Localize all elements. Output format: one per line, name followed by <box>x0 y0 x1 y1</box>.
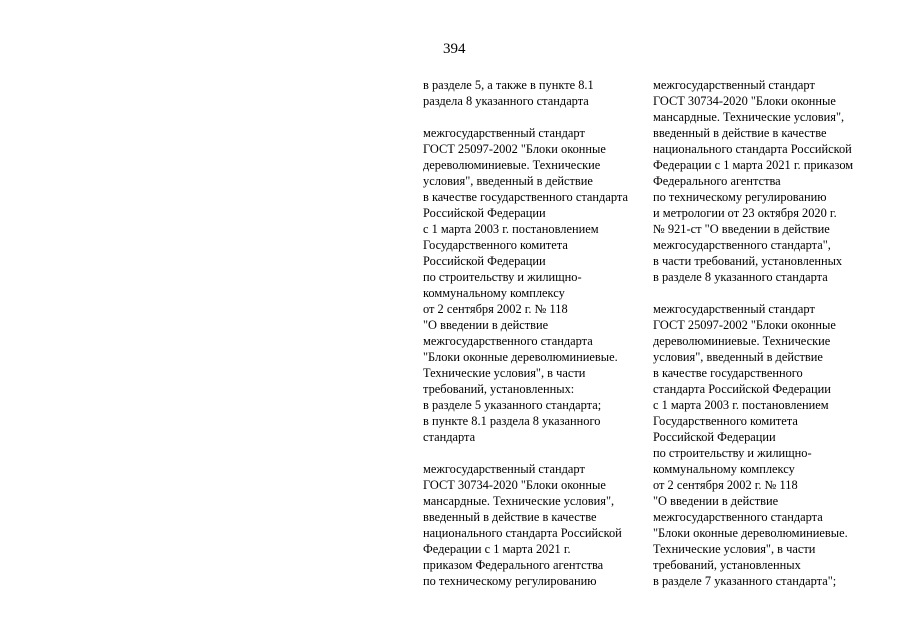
text-line: межгосударственного стандарта <box>423 334 593 348</box>
paragraph <box>653 301 888 589</box>
text-line: условия", введенный в действие <box>423 174 593 188</box>
text-line: "Блоки оконные дереволюминиевые. <box>653 526 848 540</box>
text-line: коммунальному комплексу <box>423 286 565 300</box>
text-line: межгосударственного стандарта <box>653 510 823 524</box>
right-column <box>653 77 888 589</box>
text-line: от 2 сентября 2002 г. № 118 <box>423 302 568 316</box>
text-line: межгосударственный стандарт <box>653 78 815 92</box>
text-line: ГОСТ 30734-2020 "Блоки оконные <box>653 94 836 108</box>
text-line: стандарта <box>423 430 476 444</box>
text-line: дереволюминиевые. Технические <box>423 158 601 172</box>
text-line: межгосударственный стандарт <box>653 302 815 316</box>
text-line: с 1 марта 2003 г. постановлением <box>423 222 599 236</box>
left-column <box>423 77 648 589</box>
text-line: по техническому регулированию <box>423 574 597 588</box>
text-line: № 921-ст "О введении в действие <box>653 222 830 236</box>
text-line: стандарта Российской Федерации <box>653 382 831 396</box>
text-line: национального стандарта Российской <box>653 142 852 156</box>
text-line: по техническому регулированию <box>653 190 827 204</box>
text-line: в качестве государственного стандарта <box>423 190 628 204</box>
text-line: ГОСТ 25097-2002 "Блоки оконные <box>423 142 606 156</box>
text-line: межгосударственного стандарта", <box>653 238 831 252</box>
text-line: приказом Федерального агентства <box>423 558 604 572</box>
text-line: в разделе 7 указанного стандарта"; <box>653 574 837 588</box>
text-line: в качестве государственного <box>653 366 803 380</box>
text-line: "О введении в действие <box>653 494 779 508</box>
text-line: в части требований, установленных <box>653 254 843 268</box>
text-line: в разделе 5, а также в пункте 8.1 <box>423 78 594 92</box>
text-line: введенный в действие в качестве <box>423 510 597 524</box>
text-line: требований, установленных: <box>423 382 575 396</box>
text-line: и метрологии от 23 октября 2020 г. <box>653 206 837 220</box>
text-line: с 1 марта 2003 г. постановлением <box>653 398 829 412</box>
text-line: мансардные. Технические условия", <box>423 494 615 508</box>
text-line: в пункте 8.1 раздела 8 указанного <box>423 414 601 428</box>
text-line: ГОСТ 30734-2020 "Блоки оконные <box>423 478 606 492</box>
text-line: Технические условия", в части <box>653 542 816 556</box>
text-line: Государственного комитета <box>423 238 568 252</box>
text-line: Федерации с 1 марта 2021 г. <box>423 542 571 556</box>
text-line: требований, установленных <box>653 558 801 572</box>
text-line: национального стандарта Российской <box>423 526 622 540</box>
text-line: по строительству и жилищно- <box>423 270 582 284</box>
text-line: по строительству и жилищно- <box>653 446 812 460</box>
text-line: Федерации с 1 марта 2021 г. приказом <box>653 158 854 172</box>
text-line: "О введении в действие <box>423 318 549 332</box>
text-line: Технические условия", в части <box>423 366 586 380</box>
text-line: в разделе 5 указанного стандарта; <box>423 398 602 412</box>
text-line: ГОСТ 25097-2002 "Блоки оконные <box>653 318 836 332</box>
text-line: условия", введенный в действие <box>653 350 823 364</box>
text-line: Российской Федерации <box>423 206 546 220</box>
text-line: введенный в действие в качестве <box>653 126 827 140</box>
text-line: от 2 сентября 2002 г. № 118 <box>653 478 798 492</box>
text-line: мансардные. Технические условия", <box>653 110 845 124</box>
text-line: "Блоки оконные дереволюминиевые. <box>423 350 618 364</box>
text-line: Государственного комитета <box>653 414 798 428</box>
text-line: Российской Федерации <box>423 254 546 268</box>
text-line: межгосударственный стандарт <box>423 126 585 140</box>
paragraph <box>653 77 888 285</box>
paragraph <box>423 77 648 109</box>
text-line: дереволюминиевые. Технические <box>653 334 831 348</box>
paragraph <box>423 461 648 589</box>
text-line: коммунальному комплексу <box>653 462 795 476</box>
text-line: Российской Федерации <box>653 430 776 444</box>
text-line: Федерального агентства <box>653 174 781 188</box>
text-line: в разделе 8 указанного стандарта <box>653 270 828 284</box>
page-number: 394 <box>443 41 466 57</box>
paragraph <box>423 125 648 445</box>
text-line: межгосударственный стандарт <box>423 462 585 476</box>
text-line: раздела 8 указанного стандарта <box>423 94 589 108</box>
